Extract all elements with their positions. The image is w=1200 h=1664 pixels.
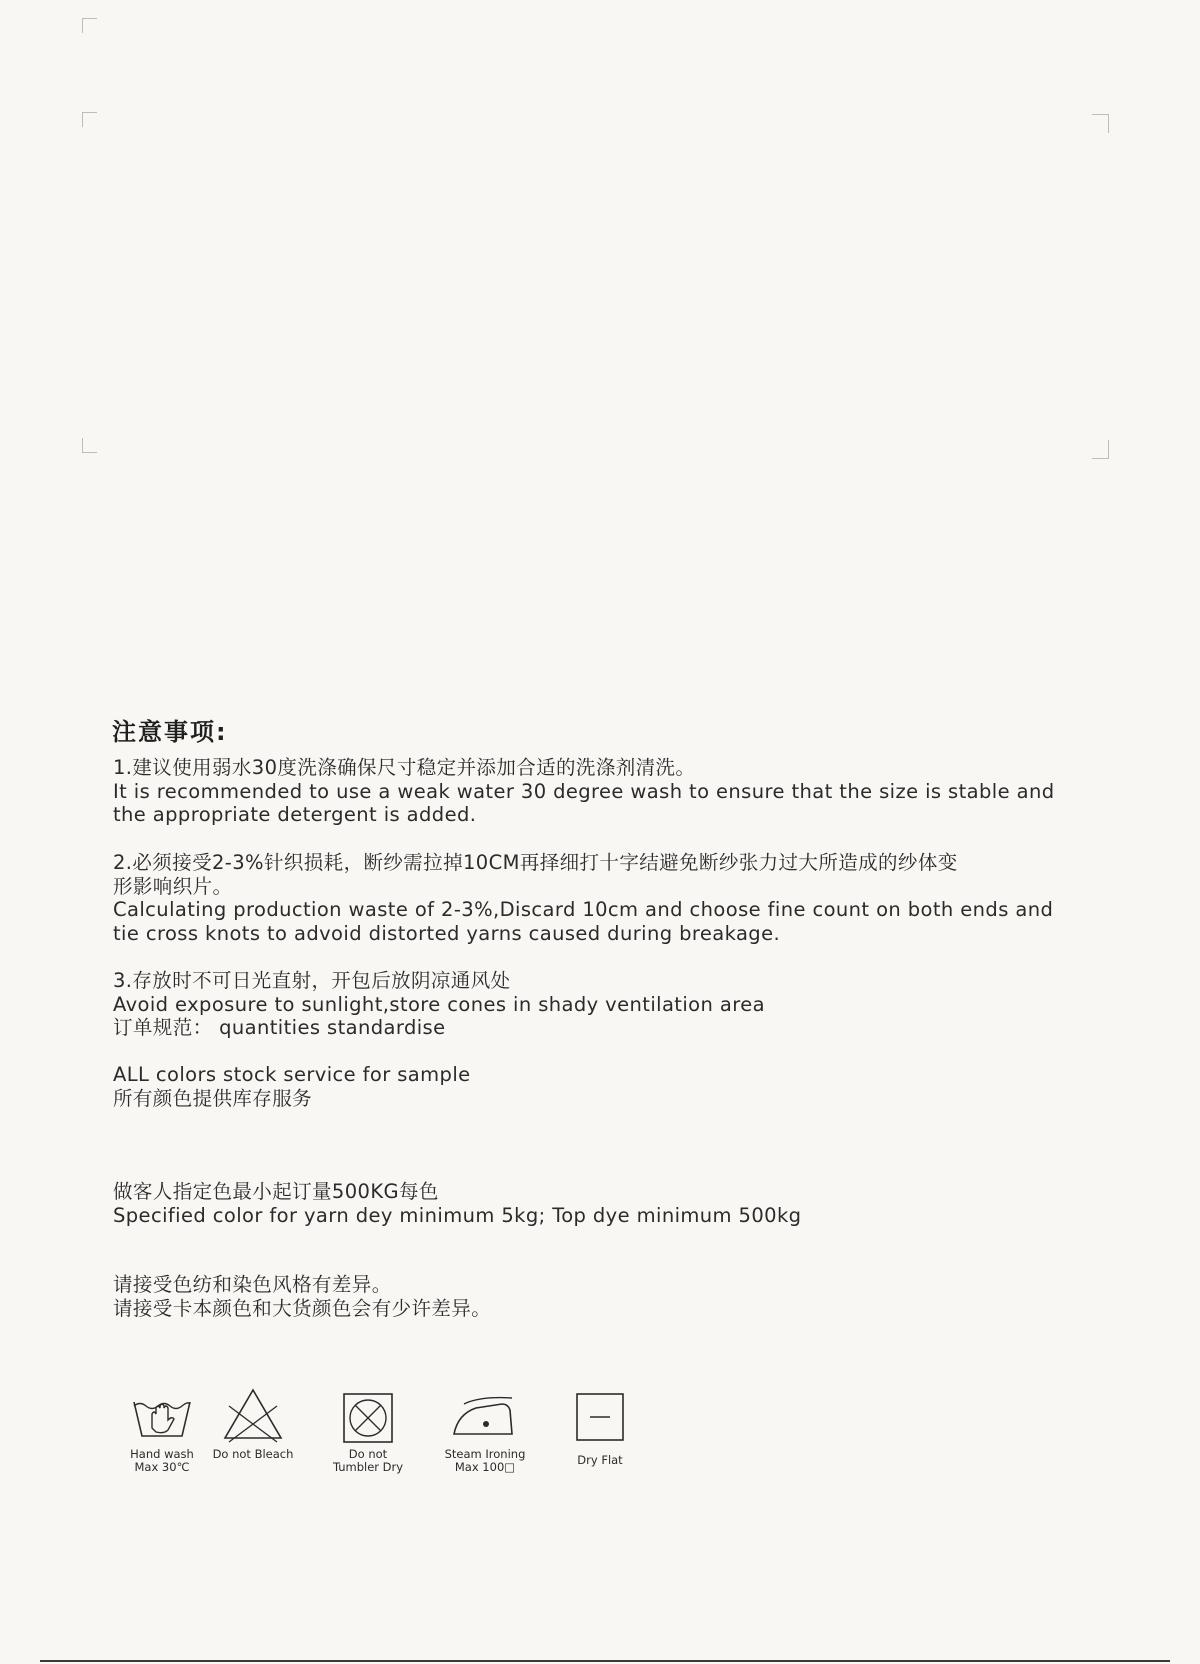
washing-en-line1: It is recommended to use a weak water 30 degree wash to ensure that the size is stable and [113, 779, 1055, 803]
no-tumble-dry-icon [328, 1388, 408, 1444]
dry-flat-label: Dry Flat [577, 1453, 623, 1467]
moq-zh: 做客人指定色最小起订量500KG每色 [113, 1180, 439, 1203]
hand-wash-label: Hand wash [130, 1447, 194, 1461]
difference-line1: 请接受色纺和染色风格有差异。 [113, 1273, 392, 1296]
washing-zh: 1.建议使用弱水30度洗涤确保尺寸稳定并添加合适的洗涤剂清洗。 [113, 756, 696, 779]
no-tumble-label: Do not [348, 1447, 388, 1461]
care-steam-ironing [425, 1388, 545, 1474]
waste-zh-line2: 形影响织片。 [113, 874, 233, 898]
care-no-tumble-dry [308, 1388, 428, 1474]
care-symbols [100, 1388, 660, 1488]
no-bleach-icon [213, 1388, 293, 1444]
crop-mark [1092, 114, 1109, 133]
moq-en: Specified color for yarn dey minimum 5kg; Top dye minimum 500kg [113, 1203, 802, 1227]
no-bleach-label: Do not Bleach [212, 1447, 294, 1461]
section-washing [113, 756, 1113, 827]
hand-wash-temp: Max 30℃ [134, 1460, 190, 1474]
waste-zh-line1: 2.必须接受2-3%针织损耗，断纱需拉掉10CM再择细打十字结避免断纱张力过大所造成的纱体变 [113, 851, 958, 874]
crop-mark [82, 438, 97, 453]
difference-line2: 请接受卡本颜色和大货颜色会有少许差异。 [113, 1296, 492, 1320]
crop-mark [1092, 440, 1109, 459]
waste-en-line1: Calculating production waste of 2-3%,Discard 10cm and choose fine count on both ends and [113, 898, 1054, 921]
iron-icon [440, 1388, 530, 1444]
washing-en-line2: the appropriate detergent is added. [113, 803, 477, 826]
section-storage [113, 969, 1113, 1040]
care-dry-flat [540, 1388, 660, 1467]
bottom-border [40, 1660, 1170, 1662]
no-tumble-label-2: Tumbler Dry [332, 1460, 404, 1474]
storage-zh: 3.存放时不可日光直射，开包后放阴凉通风处 [113, 969, 511, 992]
section-moq [113, 1180, 1113, 1227]
section-stock [113, 1063, 1113, 1110]
care-no-bleach [193, 1388, 313, 1461]
steam-iron-temp: Max 100□ [454, 1460, 516, 1474]
section-color-difference [113, 1273, 1113, 1320]
waste-en-line2: tie cross knots to advoid distorted yarns caused during breakage. [113, 921, 781, 945]
notice-title: 注意事项: [112, 718, 228, 746]
stock-en: ALL colors stock service for sample [113, 1063, 471, 1086]
crop-mark [82, 112, 97, 127]
section-waste [113, 851, 1113, 945]
storage-en: Avoid exposure to sunlight,store cones in shady ventilation area [113, 992, 765, 1016]
dry-flat-icon [560, 1388, 640, 1444]
stock-zh: 所有颜色提供库存服务 [113, 1086, 313, 1110]
hand-wash-icon [122, 1388, 202, 1444]
steam-iron-label: Steam Ironing [444, 1447, 526, 1461]
crop-mark [82, 18, 97, 33]
order-standard: 订单规范： quantities standardise [113, 1016, 446, 1039]
